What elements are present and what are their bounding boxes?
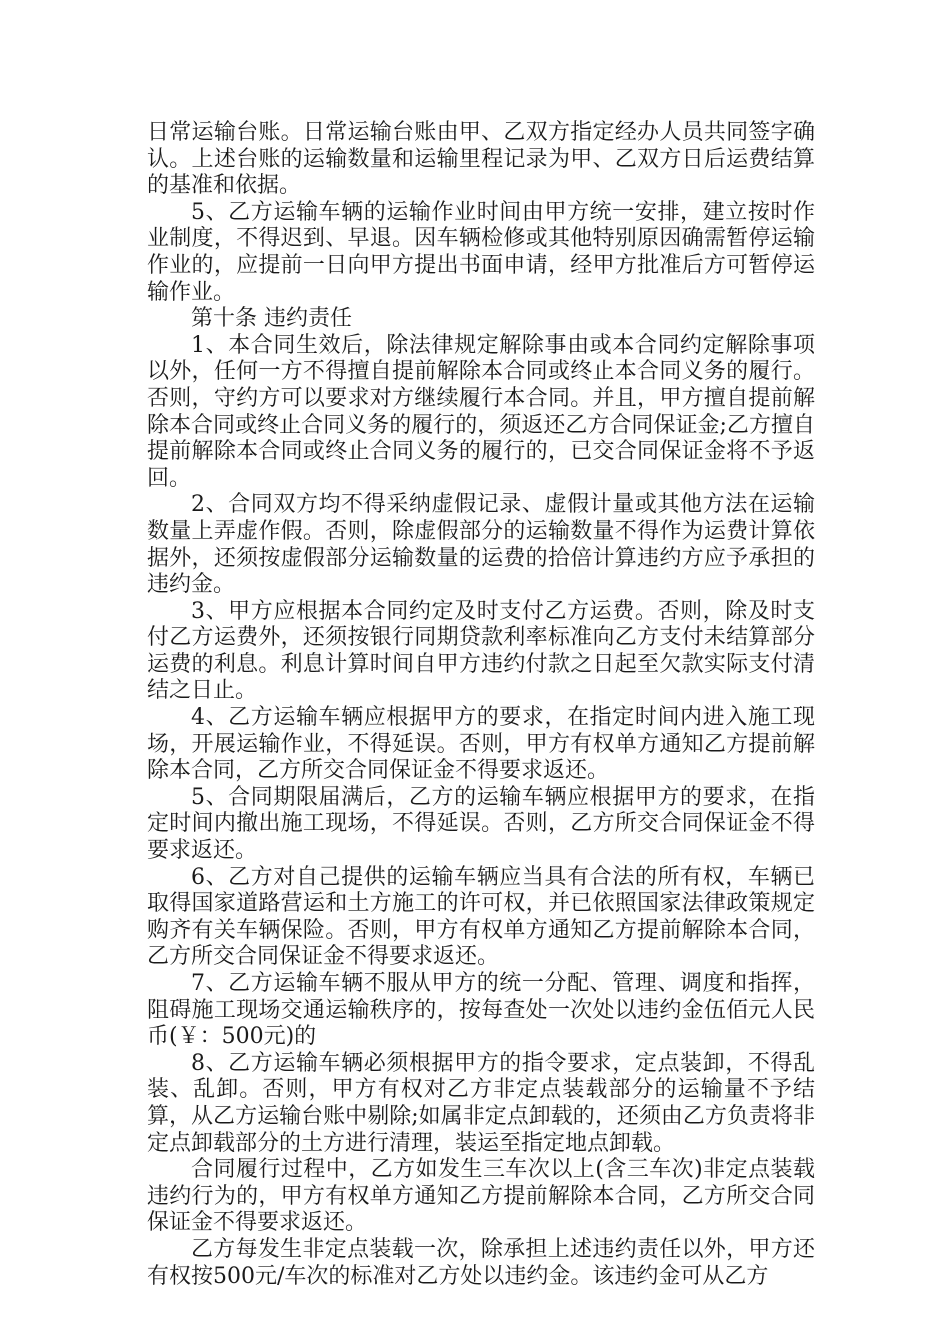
paragraph-breach-8-penalty: 乙方每发生非定点装载一次，除承担上述违约责任以外，甲方还有权按500元/车次的标准对乙方处以违约金。该违约金可从乙方 [147, 1236, 815, 1289]
paragraph-breach-3: 3、甲方应根据本合同约定及时支付乙方运费。否则，除及时支付乙方运费外，还须按银行同期贷款利率标准向乙方支付未结算部分运费的利息。利息计算时间自甲方违约付款之日起至欠款实际支付清结之日止。 [147, 598, 815, 704]
document-body [147, 120, 815, 1290]
paragraph-breach-4: 4、乙方运输车辆应根据甲方的要求，在指定时间内进入施工现场，开展运输作业，不得延误。否则，甲方有权单方通知乙方提前解除本合同，乙方所交合同保证金不得要求返还。 [147, 705, 815, 784]
paragraph-breach-2: 2、合同双方均不得采纳虚假记录、虚假计量或其他方法在运输数量上弄虚作假。否则，除虚假部分的运输数量不得作为运费计算依据外，还须按虚假部分运输数量的运费的拾倍计算违约方应予承担的违约金。 [147, 492, 815, 598]
paragraph-daily-ledger: 日常运输台账。日常运输台账由甲、乙双方指定经办人员共同签字确认。上述台账的运输数量和运输里程记录为甲、乙双方日后运费结算的基准和依据。 [147, 120, 815, 199]
paragraph-breach-7: 7、乙方运输车辆不服从甲方的统一分配、管理、调度和指挥，阻碍施工现场交通运输秩序的，按每查处一次处以违约金伍佰元人民币(￥：500元)的 [147, 971, 815, 1050]
paragraph-breach-8: 8、乙方运输车辆必须根据甲方的指令要求，定点装卸，不得乱装、乱卸。否则，甲方有权对乙方非定点装载部分的运输量不予结算，从乙方运输台账中剔除;如属非定点卸载的，还须由乙方负责将非定点卸载部分的土方进行清理，装运至指定地点卸载。 [147, 1050, 815, 1156]
section-heading-article-10: 第十条 违约责任 [191, 306, 352, 332]
paragraph-breach-1: 1、本合同生效后，除法律规定解除事由或本合同约定解除事项以外，任何一方不得擅自提前解除本合同或终止本合同义务的履行。否则，守约方可以要求对方继续履行本合同。并且，甲方擅自提前解除本合同或终止合同义务的履行的，须返还乙方合同保证金;乙方擅自提前解除本合同或终止合同义务的履行的，已交合同保证金将不予返回。 [147, 332, 815, 491]
paragraph-breach-6: 6、乙方对自己提供的运输车辆应当具有合法的所有权，车辆已取得国家道路营运和土方施工的许可权，并已依照国家法律政策规定购齐有关车辆保险。否则，甲方有权单方通知乙方提前解除本合同，乙方所交合同保证金不得要求返还。 [147, 864, 815, 970]
paragraph-breach-5: 5、合同期限届满后，乙方的运输车辆应根据甲方的要求，在指定时间内撤出施工现场，不得延误。否则，乙方所交合同保证金不得要求返还。 [147, 784, 815, 864]
paragraph-breach-8-repeat: 合同履行过程中，乙方如发生三车次以上(含三车次)非定点装载违约行为的，甲方有权单方通知乙方提前解除本合同，乙方所交合同保证金不得要求返还。 [147, 1157, 815, 1236]
paragraph-item-5-schedule: 5、乙方运输车辆的运输作业时间由甲方统一安排，建立按时作业制度，不得迟到、早退。因车辆检修或其他特别原因确需暂停运输作业的，应提前一日向甲方提出书面申请，经甲方批准后方可暂停运输作业。 [147, 199, 815, 305]
